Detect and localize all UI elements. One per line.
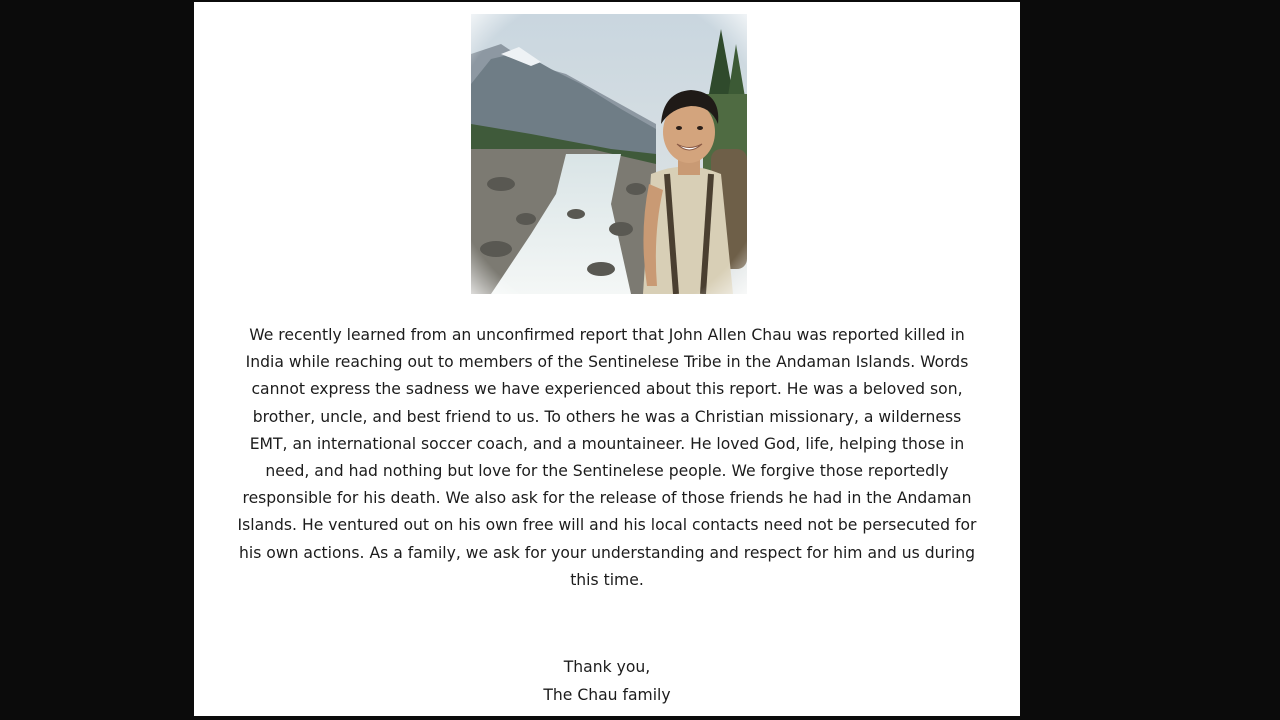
photo-illustration [471,14,747,294]
letter-page [194,2,1020,716]
closing-line: Thank you, [563,658,651,676]
statement-text: We recently learned from an unconfirmed report that John Allen Chau was reported killed in India while reaching out to members of the Sentinelese Tribe in the Andaman Islands. Words cannot express the sadness we have experienced about this report. He was a beloved son, brother, uncle, and best friend to us. To others he was a Christian missionary, a wilderness EMT, an international soccer coach, and a mountaineer. He loved God, life, helping those in need, and had nothing but love for the Sentinelese people. We forgive those reportedly responsible for his death. We also ask for the release of those friends he had in the Andaman Islands. He ventured out on his own free will and his local contacts need not be persecuted for his own actions. As a family, we ask for your understanding and respect for him and us during this time. [237,326,977,589]
portrait-photo-icon [471,14,747,294]
signature-line: The Chau family [543,685,671,704]
sign-off [194,654,1020,709]
